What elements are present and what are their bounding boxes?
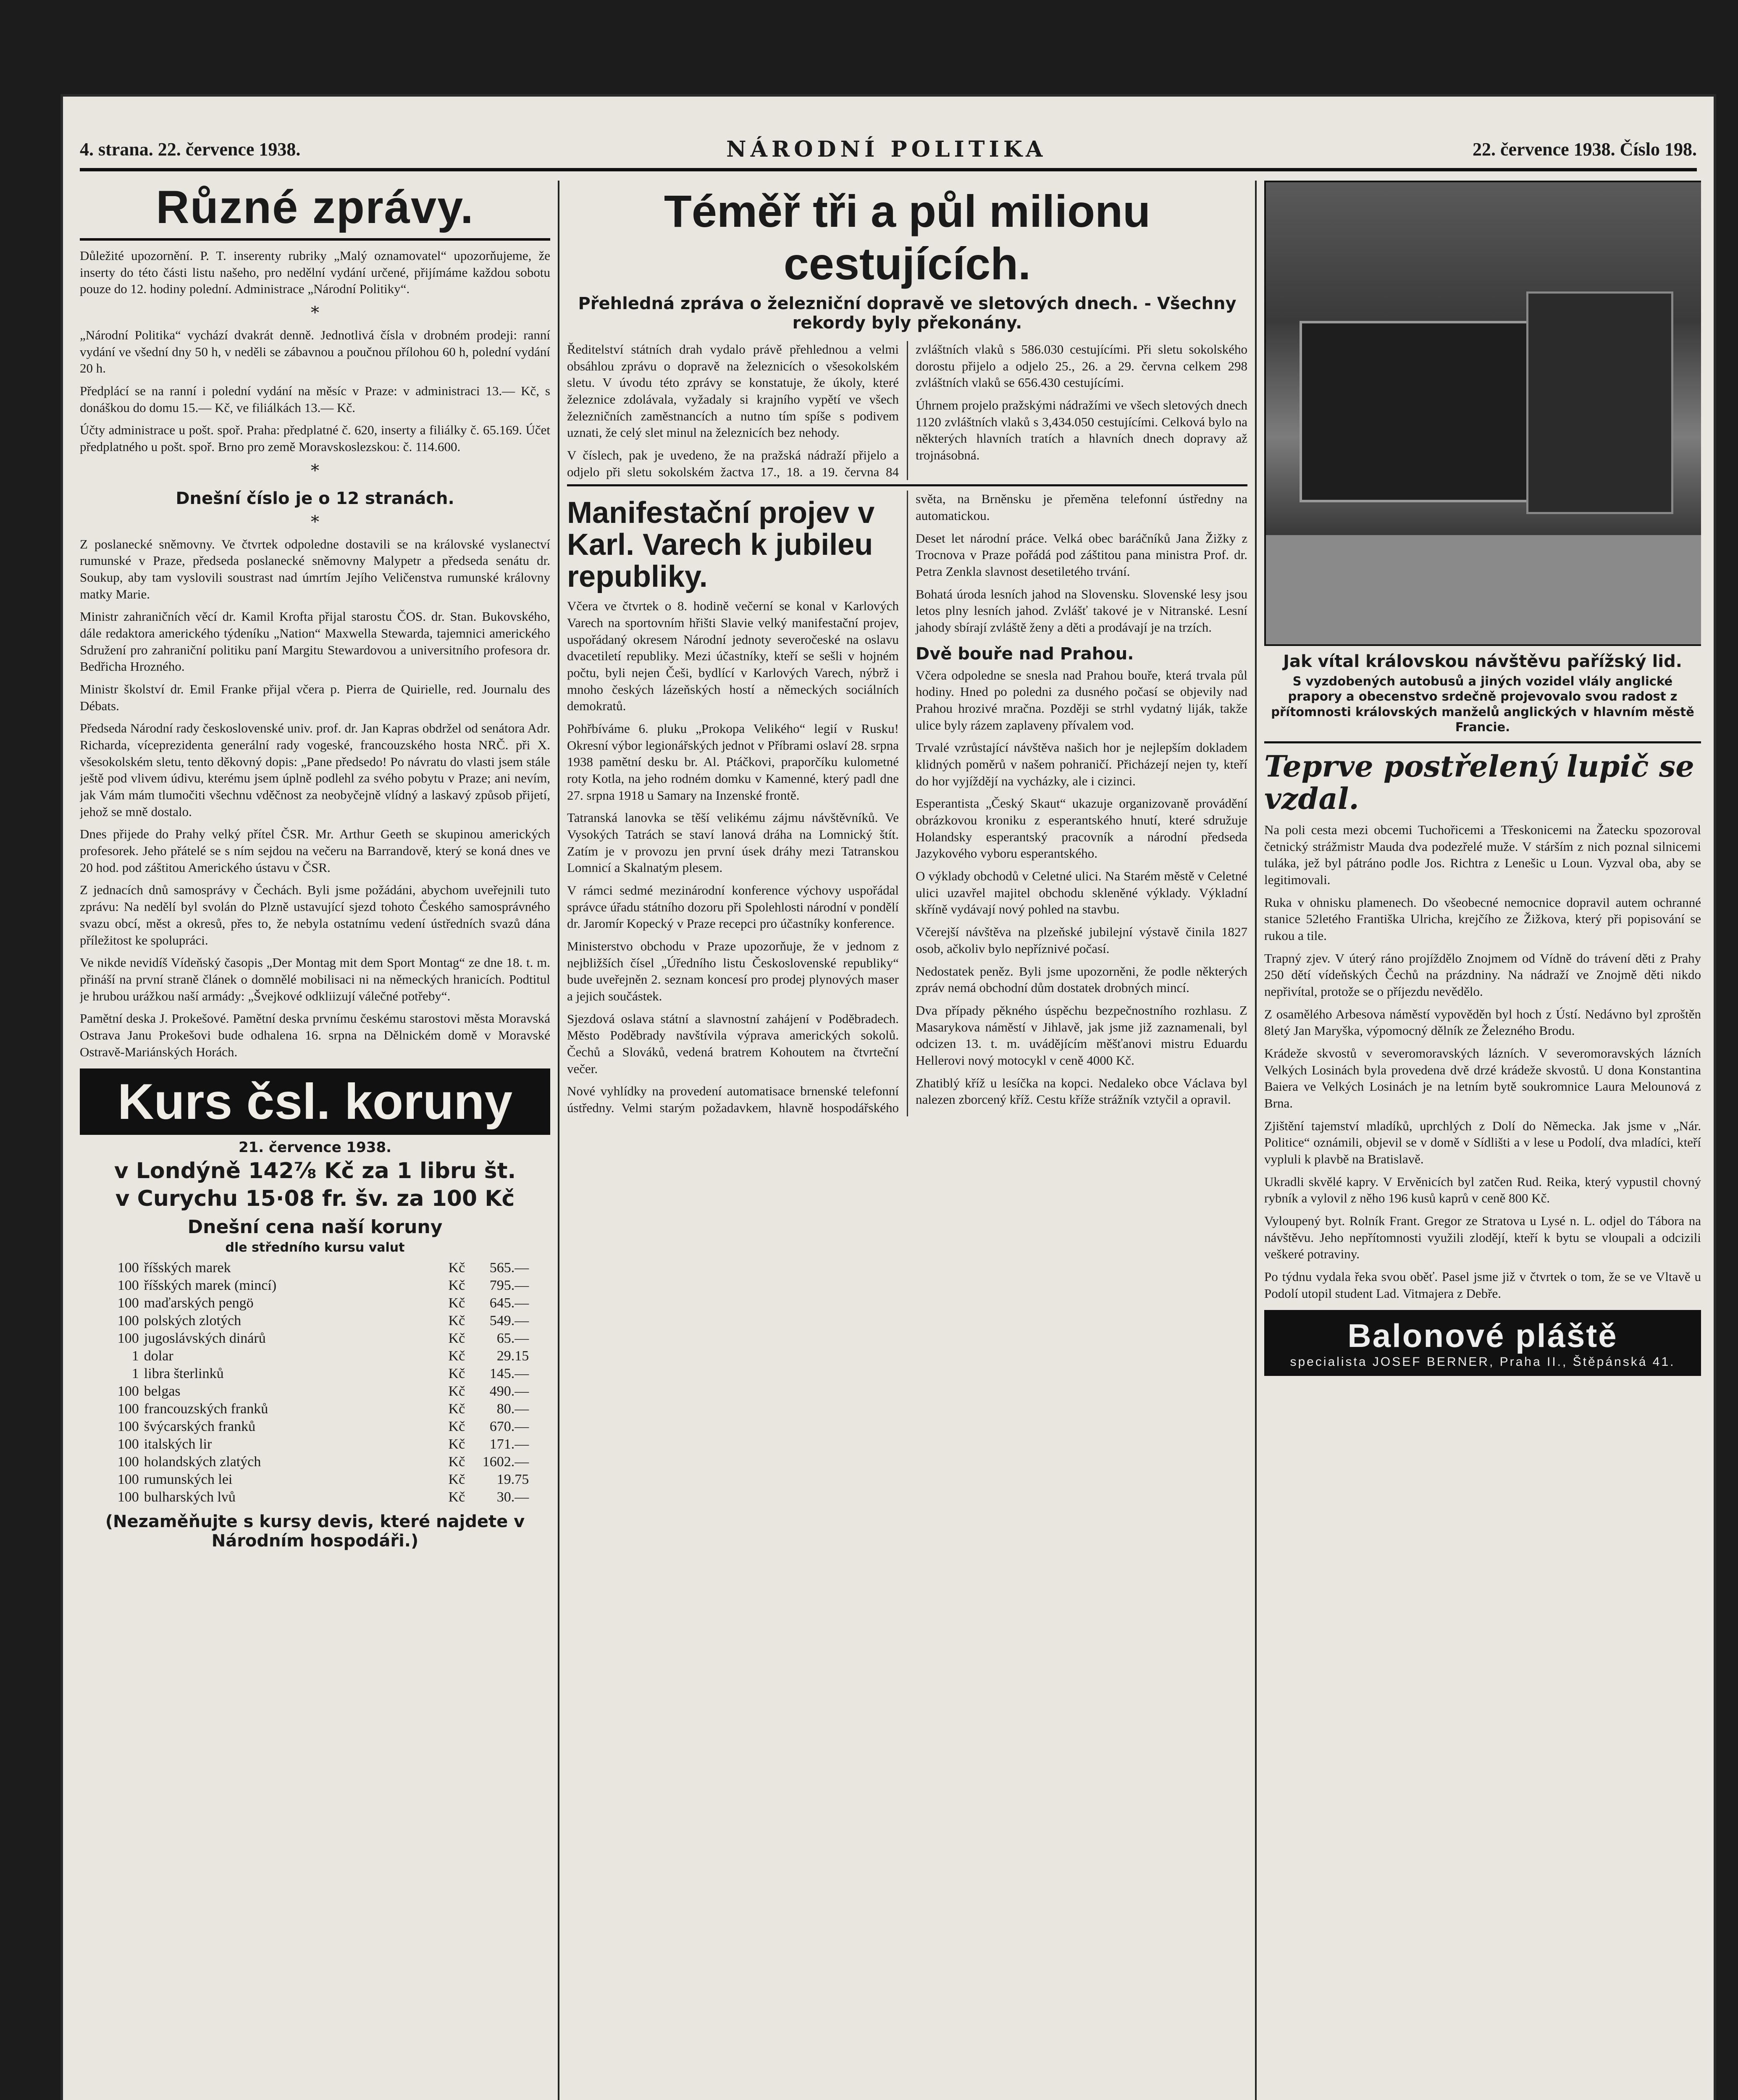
- rate-name: dolar: [144, 1348, 173, 1364]
- rate-name: jugoslávských dinárů: [144, 1331, 266, 1347]
- article-paragraph: Po týdnu vydala řeka svou oběť. Pasel jsme již v čtvrtek o tom, že se ve Vltavě u Podolí utopil student Lad. Vitmajera z Debře.: [1264, 1269, 1701, 1301]
- rate-name: polských zlotých: [144, 1313, 242, 1329]
- rate-qty: 100: [117, 1260, 139, 1276]
- main-subheadline: Přehledná zpráva o železniční dopravě ve sletových dnech. - Všechny rekordy byly překonány.: [578, 294, 1237, 333]
- separator: *: [311, 461, 319, 480]
- article-paragraph: Bohatá úroda lesních jahod na Slovensku. Slovenské lesy jsou letos plny lesních jahod. Zvlášť takové je v Nitranské. Lesní jahody sbírají zvláště ženy a děti a prodávají je na trzích.: [916, 586, 1247, 635]
- rate-row: [99, 1277, 531, 1294]
- rate-qty: 100: [117, 1489, 139, 1505]
- rate-row: [99, 1488, 531, 1506]
- rate-row: [99, 1347, 531, 1365]
- rate-val: 80.—: [496, 1401, 529, 1417]
- rate-val: 795.—: [489, 1278, 529, 1294]
- rate-val: 65.—: [496, 1331, 529, 1347]
- article-paragraph: Sjezdová oslava státní a slavnostní zahájení v Poděbradech. Město Poděbrady navštívila výprava amerických sokolů. Čechů a Slováků, vedená bratrem Kohoutem na čtvrteční večer.: [567, 1011, 899, 1076]
- rate-qty: 100: [117, 1401, 139, 1417]
- article-paragraph: Esperantista „Český Skaut“ ukazuje organizovaně provádění obrázkovou kroniku z esperantského hnutí, které sdružuje Holandsky esperantský pracovník a národní předseda Jazykového vyboru esperantského.: [916, 796, 1247, 861]
- rate-qty: 100: [117, 1472, 139, 1488]
- ad-title: Balonové pláště: [1347, 1317, 1618, 1354]
- article-paragraph: Deset let národní práce. Velká obec baráčníků Jana Žižky z Trocnova v Praze pořádá pod záštitou pana ministra Prof. dr. Petra Zenkla slavnost desetiletého trvání.: [916, 530, 1247, 579]
- article-paragraph: Nové vyhlídky na provedení automatisace brnenské telefonní ústředny. Velmi starým požadavkem, hlavně hospodářského světa, na Brněnsku je přeměna telefonní ústředny na automatickou.: [567, 491, 1247, 1115]
- rate-name: říšských marek (mincí): [144, 1278, 277, 1294]
- rate-qty: 1: [131, 1366, 139, 1382]
- separator: *: [311, 512, 319, 532]
- column-middle: [567, 181, 1247, 2100]
- rate-val: 29.15: [496, 1348, 529, 1364]
- exchange-rate-subtitle: Dnešní cena naší koruny: [187, 1216, 443, 1238]
- rate-val: 565.—: [489, 1260, 529, 1276]
- rate-cur: Kč: [448, 1472, 465, 1488]
- rate-name: švýcarských franků: [144, 1419, 256, 1435]
- rate-cur: Kč: [448, 1260, 465, 1276]
- rate-row: [99, 1453, 531, 1471]
- article-paragraph: Vyloupený byt. Rolník Frant. Gregor ze Stratova u Lysé n. L. odjel do Tábora na návštěvu. Jeho nepřítomnosti využili zlodějí, kteří k bytu se vloupali a odcizili veškeré potraviny.: [1264, 1213, 1701, 1262]
- header-right: 22. července 1938. Číslo 198.: [1472, 139, 1697, 160]
- photo-caption: S vyzdobených autobusů a jiných vozidel vlály anglické prapory a obecenstvo srdečně projevovalo svou radost z přítomnosti královských manželů anglických v hlavním městě Francie.: [1271, 674, 1694, 734]
- rate-name: libra šterlinků: [144, 1366, 224, 1382]
- rate-cur: Kč: [448, 1366, 465, 1382]
- column-left: [80, 181, 550, 2100]
- article-paragraph: Ukradli skvělé kapry. V Ervěnicích byl zatčen Rud. Reika, který vypustil chovný rybník a vylovil z něho 196 kusů kaprů v ceně 800 Kč.: [1264, 1174, 1701, 1206]
- article-paragraph: Ministerstvo obchodu v Praze upozorňuje, že v jednom z nejbližších čísel „Úředního listu Československé republiky“ bude uveřejněn 2. seznam koncesí pro prodej plynových maser a jejich součástek.: [567, 938, 899, 1003]
- article-paragraph: Zhatiblý kříž u lesíčka na kopci. Nedaleko obce Václava byl nalezen zborcený kříž. Cestu kříže strážník vztyčil a opravil.: [916, 1075, 1247, 1107]
- rate-cur: Kč: [448, 1383, 465, 1399]
- article-paragraph: Dva případy pěkného úspěchu bezpečnostního rozhlasu. Z Masarykova náměstí v Jihlavě, jak jsme již zaznamenali, byl odcizen 13. t. m. uvádějícím měšťanovi mistru Eduardu Hellerovi nový motocykl v ceně 4000 Kč.: [916, 1003, 1247, 1068]
- rate-qty: 100: [117, 1331, 139, 1347]
- rate-qty: 100: [117, 1313, 139, 1329]
- rate-qty: 100: [117, 1436, 139, 1452]
- article-paragraph: Trapný zjev. V úterý ráno projíždělo Znojmem od Vídně do trávení děti z Prahy 250 dětí vídeňských Čechů na prázdniny. Na nádraží ve Znojmě děti nikdo nepřivítal, protože se o příjezdu nevědělo.: [1264, 950, 1701, 999]
- article-headline: Manifestační projev v Karl. Varech k jubileu republiky.: [567, 496, 875, 593]
- rate-name: říšských marek: [144, 1260, 231, 1276]
- article-paragraph: Krádeže skvostů v severomoravských lázních. V severomoravských lázních Velkých Losinách byla provedena dvě drzé krádeže skvostů. U dona Konstantina Baiera ve Velkých Losinách je na letním bytě soukromnice Laura Melounová z Brna.: [1264, 1046, 1701, 1111]
- rate-cur: Kč: [448, 1489, 465, 1505]
- article-paragraph: O výklady obchodů v Celetné ulici. Na Starém městě v Celetné ulici uzavřel majitel obchodu skleněné výklady. Výkladní skříně vydávají nový pohled na stavbu.: [916, 869, 1247, 917]
- rate-val: 19.75: [496, 1472, 529, 1488]
- article-paragraph: Zjištění tajemství mladíků, uprchlých z Dolí do Německa. Jak jsme v „Nár. Politice“ oznámili, objevil se v domě v Sídlišti a v lese u Podolí, dva mladíci, kteří vypluli k plavbě na Bratislavě.: [1264, 1118, 1701, 1167]
- rate-qty: 100: [117, 1419, 139, 1435]
- news-columns: [567, 491, 1247, 1116]
- article-paragraph: Nedostatek peněz. Byli jsme upozorněni, že podle některých zpráv nemá obchodní dům dostatek drobných mincí.: [916, 963, 1247, 995]
- article-paragraph: Ruka v ohnisku plamenech. Do všeobecné nemocnice dopravil autem ochranné stanice 52letého Františka Ulricha, krejčího ze Žižkova, který při popisování se rukou a tile.: [1264, 895, 1701, 943]
- rate-cur: Kč: [448, 1401, 465, 1417]
- rate-val: 670.—: [489, 1419, 529, 1435]
- rate-name: rumunských lei: [144, 1472, 233, 1488]
- article-paragraph: Pohřbíváme 6. pluku „Prokopa Velikého“ legií v Rusku! Okresní výbor legionářských jednot v Příbrami oslaví 28. srpna 1938 pamětní desku br. Al. Ptáčkovi, praporčíku kulometné roty Kotla, na jeho rodném domku v Kamenné, který padl dne 27. srpna 1918 u Samary na Inzenské frontě.: [567, 721, 899, 803]
- rate-cur: Kč: [448, 1419, 465, 1435]
- main-headline: Téměř tři a půl milionu cestujících.: [664, 186, 1151, 289]
- rate-cur: Kč: [448, 1454, 465, 1470]
- rate-val: 490.—: [489, 1383, 529, 1399]
- ad-subtitle: specialista JOSEF BERNER, Praha II., Štěpánská 41.: [1290, 1355, 1675, 1369]
- article-paragraph: Dnes přijede do Prahy velký přítel ČSR. Mr. Arthur Geeth se skupinou amerických profesorek. Jeho přátelé se s ním sejdou na večeru na Barrandově, který se koná dnes ve 20 hod. pod záštitou Amerického ústavu v ČSR.: [80, 827, 550, 875]
- rate-name: belgas: [144, 1383, 181, 1399]
- rate-qty: 100: [117, 1295, 139, 1311]
- rate-cur: Kč: [448, 1436, 465, 1452]
- lead-article: [567, 341, 1247, 480]
- article-paragraph: Na poli cesta mezi obcemi Tuchořicemi a Třeskonicemi na Žatecku spozoroval četnický strážmistr Mauda dva podezřelé muže. V stárším z nich poznal silnicemi tuláka, jež byl pátráno podle Jos. Richtra z Lenešic u Loun. Vyzval oba, aby se legitimovali.: [1264, 822, 1701, 887]
- rate-cur: Kč: [448, 1278, 465, 1294]
- exchange-rate-date: 21. července 1938.: [238, 1139, 392, 1156]
- article-paragraph: Předplácí se na ranní i polední vydání na měsíc v Praze: v administraci 13.— Kč, s donáškou do domu 15.— Kč, ve filiálkách 13.— Kč.: [80, 383, 550, 415]
- exchange-rate-london: v Londýně 142⁷⁄₈ Kč za 1 libru št.: [114, 1158, 516, 1184]
- article-paragraph: Z jednacích dnů samosprávy v Čechách. Byli jsme požádáni, abychom uveřejnili tuto zprávu: Na nedělí byl svolán do Plzně ustavující sjezd tohoto Českého samosprávného svazu obcí, měst a okresů, přes to, že nebyla ostatnímu vedení ústředních svazů dána příležitost ke spolupráci.: [80, 882, 550, 948]
- rate-name: italských lir: [144, 1436, 212, 1452]
- exchange-rate-zurich: v Curychu 15·08 fr. šv. za 100 Kč: [115, 1186, 515, 1212]
- rate-row: [99, 1436, 531, 1453]
- rate-qty: 100: [117, 1383, 139, 1399]
- exchange-rate-footnote: (Nezaměňujte s kursy devis, které najdete v Národním hospodáři.): [105, 1512, 525, 1551]
- advertisement: [1264, 1310, 1701, 1376]
- header-left: 4. strana. 22. července 1938.: [80, 139, 301, 160]
- article-paragraph: V rámci sedmé mezinárodní konference výchovy uspořádal správce úřadu státního dozoru při Spolehlosti národní v pondělí dr. Jaromír Kopecký v Praze recepci pro účastníky konference.: [567, 882, 899, 931]
- rate-row: [99, 1418, 531, 1436]
- article-headline: Teprve postřelený lupič se vzdal.: [1264, 749, 1694, 816]
- article-paragraph: Ministr zahraničních věcí dr. Kamil Krofta přijal starostu ČOS. dr. Stan. Bukovského, dále redaktora amerického týdeníku „Nation“ Maxwella Stewarda, tajemnici amerického Sdružení pro zahraniční politiku paní Margitu Stewardovou a universitního profesora dr. Bedřicha Hrozného.: [80, 609, 550, 674]
- photo-caption-title: Jak vítal královskou návštěvu pařížský lid.: [1283, 652, 1682, 671]
- rate-row: [99, 1400, 531, 1418]
- rate-val: 549.—: [489, 1313, 529, 1329]
- rate-cur: Kč: [448, 1331, 465, 1347]
- article-paragraph: „Národní Politika“ vychází dvakrát denně. Jednotlivá čísla v drobném prodeji: ranní vydání ve všední dny 50 h, v neděli se zábavnou a poučnou přílohou 60 h, polední vydání 20 h.: [80, 328, 550, 376]
- article-paragraph: Ve nikde nevidíš Vídeňský časopis „Der Montag mit dem Sport Montag“ ze dne 18. t. m. přináší na první straně článek o domnělé mobilisaci ni na německých hranicích. Podtitul je hrubou urážkou naší armády: „Švejkové odkliizují válečné potřeby“.: [80, 955, 550, 1003]
- rate-name: bulharských lvů: [144, 1489, 236, 1505]
- article-paragraph: Předseda Národní rady československé univ. prof. dr. Jan Kapras obdržel od senátora Adr. Richarda, víceprezidenta generální rady vogeské, francouzského hosta NRČ. při X. všesokolském sletu, tento děkovný dopis: „Pane předsedo! Po návratu do vlasti jsem stále ještě pod vlivem údivu, kterému jsem úplně podlehl za svého pobytu v Praze; ani nevím, jak Vám mám tlumočiti všechnu vděčnost za neobyčejně vlídný a laskavý způsob přijetí, jehož se mně dostalo.: [80, 721, 550, 819]
- rate-qty: 100: [117, 1278, 139, 1294]
- newspaper-page: [63, 97, 1714, 2100]
- subheading: Dnešní číslo je o 12 stranách.: [176, 488, 454, 508]
- article-paragraph: Ministr školství dr. Emil Franke přijal včera p. Pierra de Quirielle, red. Journalu des Débats.: [80, 682, 550, 713]
- article-paragraph: Z osamělého Arbesova náměstí vypověděn byl hoch z Ústí. Nedávno byl zproštěn 8letý Jan Maryška, výpomocný dělník ze Železného Brodu.: [1264, 1006, 1701, 1038]
- news-photo: [1264, 181, 1701, 646]
- column-right: [1264, 181, 1701, 2100]
- article-paragraph: Tatranská lanovka se těší velikému zájmu návštěvníků. Ve Vysokých Tatrách se staví lanová dráha na Lomnický štít. Zatím je v provozu jen první úsek dráhy mezi Tatranskou Lomnicí a Skalnatým plesem.: [567, 810, 899, 875]
- article-paragraph: V číslech, pak je uvedeno, že na pražská nádraží přijelo a odjelo při sletu sokolském žactva 17., 18. a 19. června 84 zvláštních vlaků s 586.030 cestujícími. Při sletu sokolského dorostu přijelo a odjelo 25., 26. a 29. června celkem 298 zvláštních vlaků se 656.430 cestujícími.: [567, 342, 1247, 479]
- exchange-rate-note: dle středního kursu valut: [225, 1240, 405, 1255]
- article-paragraph: Pamětní deska J. Prokešové. Pamětní deska prvnímu českému starostovi města Moravská Ostrava Janu Prokešovi bude odhalena 16. srpna na Dělnickém domě v Moravské Ostravě-Mariánských Horách.: [80, 1011, 550, 1059]
- rate-row: [99, 1365, 531, 1383]
- rate-row: [99, 1259, 531, 1277]
- rate-qty: 1: [131, 1348, 139, 1364]
- exchange-rate-table: [99, 1259, 531, 1506]
- masthead: NÁRODNÍ POLITIKA: [726, 136, 1047, 162]
- rate-val: 171.—: [489, 1436, 529, 1452]
- rate-row: [99, 1471, 531, 1488]
- article-paragraph: Z poslanecké sněmovny. Ve čtvrtek odpoledne dostavili se na královské vyslanectví rumunské v Praze, předseda poslanecké sněmovny Malypetr a předseda senátu dr. Soukup, aby tam vyslovili soustrast nad úmrtím Jejího Veličenstva rumunské královny matky Marie.: [80, 536, 550, 601]
- rate-name: francouzských franků: [144, 1401, 268, 1417]
- rate-name: holandských zlatých: [144, 1454, 261, 1470]
- rate-val: 645.—: [489, 1295, 529, 1311]
- rate-row: [99, 1383, 531, 1400]
- page-header: [80, 130, 1697, 171]
- rate-cur: Kč: [448, 1313, 465, 1329]
- rate-val: 145.—: [489, 1366, 529, 1382]
- article-headline: Dvě bouře nad Prahou.: [916, 644, 1134, 664]
- rate-row: [99, 1330, 531, 1347]
- article-paragraph: Včera ve čtvrtek o 8. hodině večerní se konal v Karlových Varech na sportovním hřišti Slavie velký manifestační projev, uspořádaný okresem Národní jednoty severočeské na oslavu dvacetiletí republiky. Mezi účastníky, kteří se sešli v hojném počtu, byli nejen Češi, bydlící v Karlových Varech, nýbrž i mnoho českých lázeňských hostí a německých sociálních demokratů.: [567, 598, 899, 714]
- article-paragraph: Účty administrace u pošt. spoř. Praha: předplatné č. 620, inserty a filiálky č. 65.169. Účet předplatného u pošt. spoř. Brno pro země Moravskoslezskou: č. 114.600.: [80, 423, 550, 454]
- rate-cur: Kč: [448, 1295, 465, 1311]
- article-paragraph: Úhrnem projelo pražskými nádražími ve všech sletových dnech 1120 zvláštních vlaků s 3,434.050 cestujícími. Celková bylo na některých hlavních tratích a hlavních dnech dopravy až trojnásobná.: [916, 398, 1247, 463]
- rate-name: maďarských pengö: [144, 1295, 254, 1311]
- article-paragraph: Včerejší návštěva na plzeňské jubilejní výstavě činila 1827 osob, ačkoliv bylo nepříznivé počasí.: [916, 924, 1247, 956]
- rate-val: 1602.—: [482, 1454, 529, 1470]
- article-paragraph: Včera odpoledne se snesla nad Prahou bouře, která trvala půl hodiny. Hned po poledni za dusného počasí se objevily nad Prahou hrozivé mračna. Později se strhl vydatný liják, takže ulice byly rázem zaplaveny přívalem vod.: [916, 667, 1247, 732]
- separator: *: [311, 303, 319, 323]
- section-title: Různé zprávy.: [80, 181, 550, 241]
- rate-val: 30.—: [496, 1489, 529, 1505]
- rate-row: [99, 1294, 531, 1312]
- column-rule: [1255, 181, 1257, 2100]
- article-paragraph: Ředitelství státních drah vydalo právě přehlednou a velmi obsáhlou zprávu o dopravě na železnicích o všesokolském sletu. V úvodu této zprávy se konstatuje, že úkoly, které železnice zdolávala, vyžadaly si krajního vypětí ve všech železničních zaměstnancích a nutno tím spíše s podivem uznati, že celý slet minul na železnicích bez nehody.: [567, 342, 899, 440]
- column-rule: [558, 181, 559, 2100]
- rate-row: [99, 1312, 531, 1330]
- article-paragraph: Trvalé vzrůstající návštěva našich hor je nejlepším dokladem klidných poměrů v našem pohraničí. Přicházejí nejen ty, kteří do hor vyjíždějí na vycházky, ale i cizinci.: [916, 740, 1247, 788]
- rate-qty: 100: [117, 1454, 139, 1470]
- article-paragraph: Důležité upozornění. P. T. inserenty rubriky „Malý oznamovatel“ upozorňujeme, že inserty do této části listu našeho, pro nedělní vydání určené, přijímáme každou sobotu pouze do 12. hodiny polední. Administrace „Národní Politiky“.: [80, 248, 550, 297]
- rate-cur: Kč: [448, 1348, 465, 1364]
- exchange-rate-title: Kurs čsl. koruny: [80, 1068, 550, 1135]
